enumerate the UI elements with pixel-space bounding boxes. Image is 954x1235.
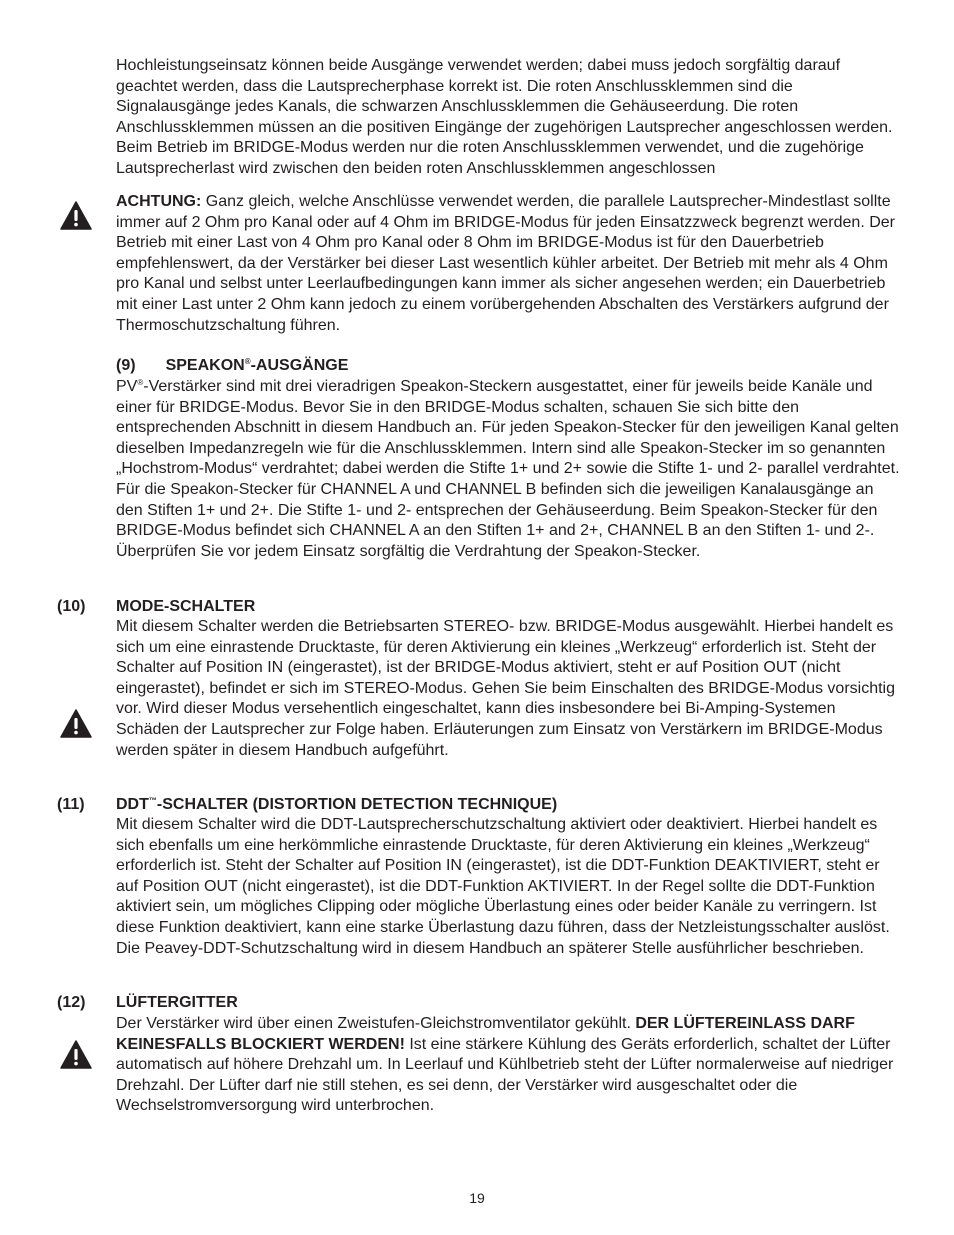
- section-9-number: (9): [116, 357, 136, 374]
- section-12-title: LÜFTERGITTER: [116, 994, 238, 1011]
- section-10-title: MODE-SCHALTER: [116, 598, 256, 615]
- warning-triangle-icon: [60, 201, 92, 230]
- section-9-heading: [116, 356, 348, 377]
- caution-text: Ganz gleich, welche Anschlüsse verwendet werden, die parallele Lautsprecher-Mindestlast sollte immer auf 2 Ohm pro Kanal oder auf 4 Ohm im BRIDGE-Modus für jeden Einsatzzweck begrenzt werden. Der Betrieb mit einer Last von 4 Ohm pro Kanal oder 8 Ohm im BRIDGE-Modus ist für den Dauerbetrieb empfehlenswert, da der Verstärker bei dieser Last wesentlich kühler arbeitet. Der Betrieb mit mehr als 4 Ohm pro Kanal und selbst unter Leerlaufbedingungen kann immer als sicher angesehen werden; ein Dauerbetrieb mit einer Last unter 2 Ohm kann jedoch zu einem vorübergehenden Abschalten des Verstärkers aufgrund der Thermoschutzschaltung führen.: [116, 193, 895, 334]
- section-10-number: (10): [57, 598, 86, 615]
- warning-triangle-icon: [60, 709, 92, 738]
- section-11-number: (11): [57, 796, 85, 813]
- section-11-body: Mit diesem Schalter wird die DDT-Lautsprecherschutzschaltung aktiviert oder deaktiviert. Hierbei handelt es sich ebenfalls um eine herkömmliche einrastende Drucktaste, für deren Aktivierung ein kleines „Werkzeug“ erforderlich ist. Steht der Schalter auf Position IN (eingerastet), ist die DDT-Funktion DEAKTIVIERT, steht er auf Position OUT (nicht eingerastet), ist die DDT-Funktion AKTIVIERT. In der Regel sollte die DDT-Funktion aktiviert sein, um mögliches Clipping oder mögliche Überlastung eines oder beider Kanäle zu verringern. Ist diese Funktion deaktiviert, kann eine starke Überlastung dazu führen, dass der Netzleistungsschalter auslöst. Die Peavey-DDT-Schutzschaltung wird in diesem Handbuch an späterer Stelle ausführlicher beschrieben.: [116, 816, 890, 957]
- section-11-title: DDT™-SCHALTER (DISTORTION DETECTION TECHNIQUE): [116, 796, 558, 813]
- section-12-number: (12): [57, 994, 86, 1011]
- intro-paragraph: Hochleistungseinsatz können beide Ausgänge verwendet werden; dabei muss jedoch sorgfältig darauf geachtet werden, dass die Lautsprecherphase korrekt ist. Die roten Anschlussklemmen sind die Signalausgänge jedes Kanals, die schwarzen Anschlussklemmen die Gehäuseerdung. Die roten Anschlussklemmen müssen an die positiven Eingänge der zugehörigen Lautsprecher angeschlossen werden. Beim Betrieb im BRIDGE-Modus werden nur die roten Anschlussklemmen verwendet, und die zugehörige Lautsprecherlast wird zwischen den beiden roten Anschlussklemmen angeschlossen: [116, 57, 893, 177]
- section-9-body: PV®-Verstärker sind mit drei vieradrigen Speakon-Steckern ausgestattet, einer für jeweils beide Kanäle und einer für BRIDGE-Modus. Bevor Sie in den BRIDGE-Modus schalten, schauen Sie sich bitte den entsprechenden Abschnitt in diesem Handbuch an. Für jeden Speakon-Stecker für den jeweiligen Kanal gelten dieselben Impedanzregeln wie für die Anschlussklemmen. Intern sind alle Speakon-Stecker im so genannten „Hochstrom-Modus“ verdrahtet; dabei werden die Stifte 1+ und 2+ sowie die Stifte 1- und 2- parallel verdrahtet. Für die Speakon-Stecker für CHANNEL A und CHANNEL B befinden sich die jeweiligen Kanalausgänge an den Stiften 1+ und 2+. Die Stifte 1- und 2- entsprechen der Gehäuseerdung. Beim Speakon-Stecker für den BRIDGE-Modus befindet sich CHANNEL A an den Stiften 1+ and 2+, CHANNEL B an den Stiften 1- und 2-. Überprüfen Sie vor jedem Einsatz sorgfältig die Verdrahtung der Speakon-Stecker.: [116, 378, 900, 560]
- caution-paragraph: [116, 192, 900, 336]
- section-12-body: Der Verstärker wird über einen Zweistufen-Gleichstromventilator gekühlt. DER LÜFTEREINLASS DARF KEINESFALLS BLOCKIERT WERDEN! Ist eine stärkere Kühlung des Geräts erforderlich, schaltet der Lüfter automatisch auf höhere Drehzahl um. In Leerlauf und Kühlbetrieb steht der Lüfter normalerweise auf niedriger Drehzahl. Der Lüfter darf nie still stehen, es sei denn, der Verstärker wird ausgeschaltet oder die Wechselstromversorgung wird unterbrochen.: [116, 1015, 894, 1115]
- warning-triangle-icon: [60, 1040, 92, 1069]
- caution-label: ACHTUNG:: [116, 193, 202, 210]
- page-number: 19: [469, 1190, 485, 1206]
- section-10-body: Mit diesem Schalter werden die Betriebsarten STEREO- bzw. BRIDGE-Modus ausgewählt. Hierbei handelt es sich um eine einrastende Drucktaste, für deren Aktivierung ein kleines „Werkzeug“ erforderlich ist. Steht der Schalter auf Position IN (eingerastet), ist der BRIDGE-Modus aktiviert, steht er auf Position OUT (nicht eingerastet), befindet er sich im STEREO-Modus. Gehen Sie beim Einschalten des BRIDGE-Modus vorsichtig vor. Wird dieser Modus versehentlich eingeschaltet, kann dies insbesondere bei Bi-Amping-Systemen Schäden der Lautsprecher zur Folge haben. Erläuterungen zum Einsatz von Verstärkern im BRIDGE-Modus werden später in diesem Handbuch aufgeführt.: [116, 618, 895, 759]
- section-9-title: SPEAKON®-AUSGÄNGE: [165, 357, 349, 374]
